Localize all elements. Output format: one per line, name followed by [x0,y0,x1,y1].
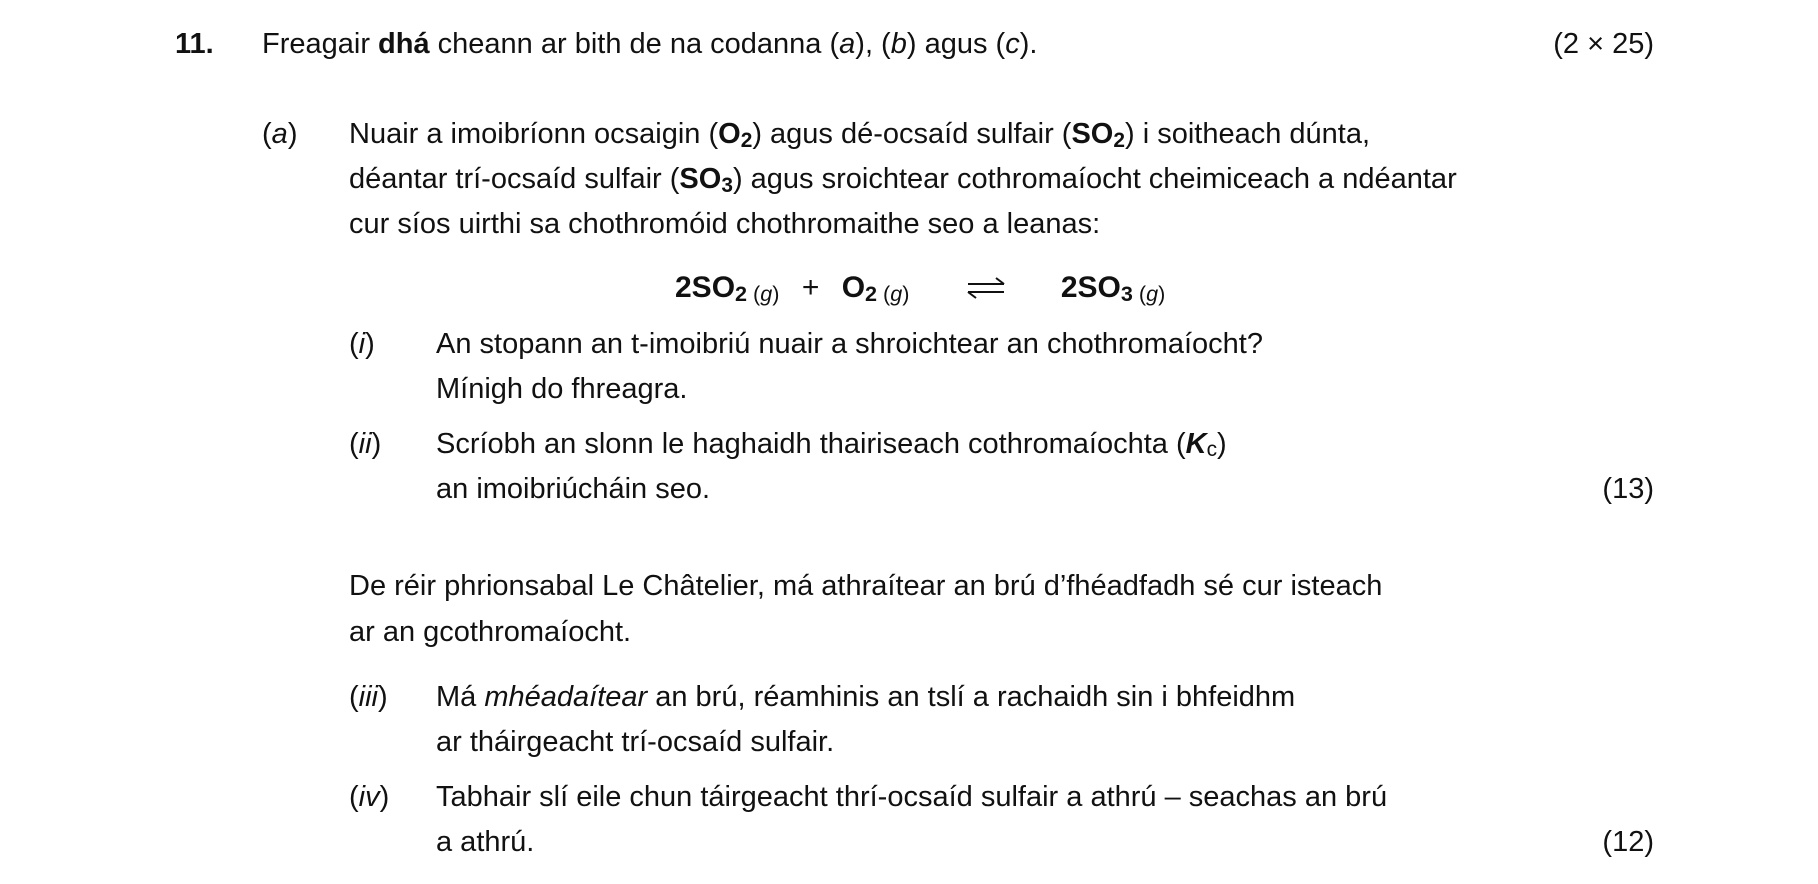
formula-symbol: 2SO [1060,271,1121,304]
marks-12: (12) [1602,826,1654,858]
kc-symbol: K [1185,428,1207,460]
text: Má [436,681,485,713]
label-roman: i [358,328,366,360]
intro-line-2 [349,163,1457,197]
phase-paren: ( [747,280,761,306]
label-paren: ) [287,118,298,150]
chemical-equation [675,273,1165,304]
le-chatelier-line-1: De réir phrionsabal Le Châtelier, má athraítear an brú d’fhéadfadh sé cur isteach [349,570,1383,602]
equation-plus: + [801,271,820,304]
part-letter-c: c [1005,28,1020,60]
part-letter-a: a [839,28,856,60]
formula-symbol: SO [1071,118,1114,150]
sub-iii-label [349,683,388,712]
formula-so2 [1071,118,1125,150]
kc-subscript: c [1206,438,1218,462]
phase-paren: ( [1132,280,1147,306]
instruction-text: cheann ar bith de na codanna ( [429,28,840,60]
label-paren: ( [349,681,359,713]
sub-iv-label [349,783,389,812]
phase-label [877,281,909,306]
formula-subscript: 3 [1120,280,1133,306]
sub-i-label [349,330,375,359]
intro-line-3: cur síos uirthi sa chothromóid chothromaithe seo a leanas: [349,208,1101,240]
text: Scríobh an slonn le haghaidh thairiseach cothromaíochta ( [436,428,1186,460]
phase-paren: ) [1158,280,1166,306]
text: ) agus sroichtear cothromaíocht cheimiceach a ndéantar [732,163,1457,195]
label-paren: ) [371,428,382,460]
label-paren: ) [379,781,390,813]
formula-subscript: 2 [865,280,878,306]
equation-product-so3 [1061,271,1133,304]
phase-symbol: g [1146,280,1159,306]
sub-i-line-2: Mínigh do fhreagra. [436,373,688,405]
label-roman: iv [358,781,380,813]
formula-subscript: 2 [735,280,748,306]
total-marks: (2 × 25) [1553,28,1654,60]
formula-subscript: 3 [721,173,733,197]
formula-subscript: 2 [740,128,753,152]
label-paren: ( [349,428,359,460]
phase-paren: ) [772,280,780,306]
label-paren: ) [378,681,388,713]
phase-symbol: g [890,280,903,306]
instruction-text: ) agus ( [906,28,1006,60]
part-letter-b: b [890,28,907,60]
sub-iii-line-2: ar tháirgeacht trí-ocsaíd sulfair. [436,726,835,758]
label-roman: ii [358,428,372,460]
phase-label [1133,281,1165,306]
question-number: 11. [175,28,214,60]
formula-o2 [718,118,752,150]
sub-ii-line-1 [436,430,1227,461]
instruction-text: ). [1019,28,1038,60]
text: ) [1217,428,1227,460]
formula-symbol: 2SO [675,271,736,304]
marks-13: (13) [1602,473,1654,505]
sub-i-line-1: An stopann an t-imoibriú nuair a shroichtear an chothromaíocht? [436,328,1263,360]
sub-iv-line-2: a athrú. [436,826,535,858]
equilibrium-arrow-icon [966,277,1006,299]
sub-iii-line-1 [436,683,1295,712]
sub-ii-line-2: an imoibriúcháin seo. [436,473,711,505]
text: déantar trí-ocsaíd sulfair ( [349,163,680,195]
instruction-emphasis: dhá [378,28,430,60]
part-a-label [262,120,297,149]
question-instruction [262,30,1037,59]
text: Nuair a imoibríonn ocsaigin ( [349,118,719,150]
sub-iv-line-1: Tabhair slí eile chun táirgeacht thrí-ocsaíd sulfair a athrú – seachas an brú [436,781,1388,813]
instruction-text: ), ( [855,28,891,60]
equation-reactant-so2 [675,271,747,304]
formula-symbol: O [841,271,866,304]
phase-label [747,281,779,306]
sub-ii-label [349,430,381,459]
label-letter: a [271,118,288,150]
le-chatelier-line-2: ar an gcothromaíocht. [349,616,632,648]
label-paren: ( [349,328,359,360]
label-paren: ) [365,328,375,360]
instruction-text: Freagair [262,28,379,60]
intro-line-1 [349,118,1371,152]
label-paren: ( [262,118,272,150]
formula-subscript: 2 [1113,128,1125,152]
equation-reactant-o2 [842,271,877,304]
text: ) agus dé-ocsaíd sulfair ( [752,118,1072,150]
formula-symbol: O [718,118,741,150]
text: ) i soitheach dúnta, [1125,118,1371,150]
formula-so3 [679,163,733,195]
formula-symbol: SO [679,163,722,195]
label-paren: ( [349,781,359,813]
text-emphasis: mhéadaítear [484,681,648,713]
phase-paren: ( [877,280,891,306]
text: an brú, réamhinis an tslí a rachaidh sin i bhfeidhm [647,681,1296,713]
phase-symbol: g [760,280,773,306]
phase-paren: ) [902,280,910,306]
label-roman: iii [358,681,379,713]
